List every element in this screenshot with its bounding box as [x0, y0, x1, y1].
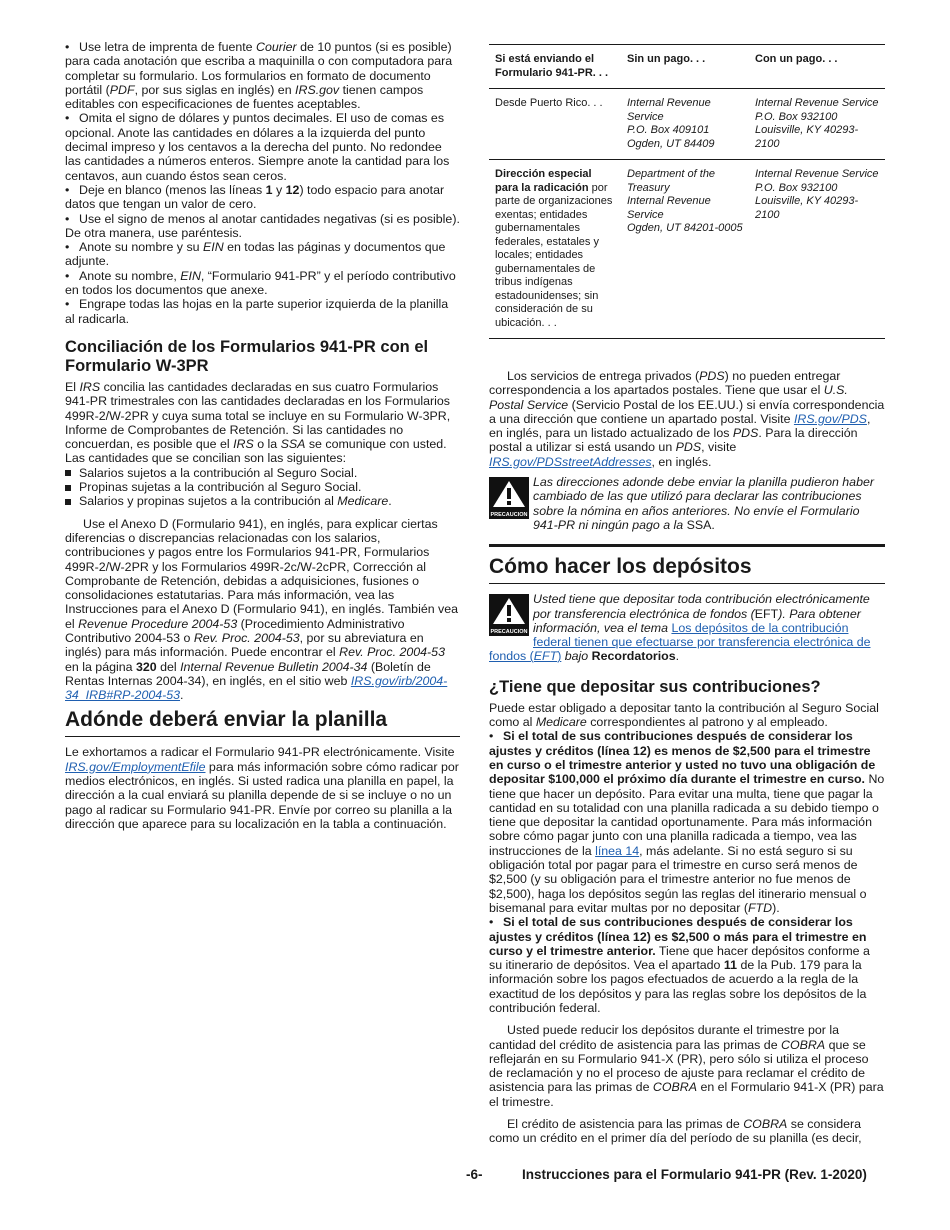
square-item: Salarios y propinas sujetos a la contribución al Medicare.: [65, 494, 460, 508]
mailing-address-table: [489, 44, 885, 339]
deposits-heading: Cómo hacer los depósitos: [489, 544, 885, 584]
caution-icon: [489, 594, 529, 636]
svg-text:PRECAUCION: PRECAUCION: [490, 629, 528, 636]
caution-text: Las direcciones adonde debe enviar la planilla pudieron haber cambiado de las que utilizó para declarar las contribuciones sobre la nómina en años anteriores. No envíe el Formulario 941-PR ni ningún pago a la SSA.: [533, 475, 874, 532]
square-bullet-icon: [65, 470, 71, 476]
link[interactable]: Los depósitos de la contribución federal tienen que efectuarse por transferencia electrónica de fondos (: [489, 620, 871, 664]
link[interactable]: IRS.gov/PDSstreetAddresses: [489, 454, 652, 469]
bullet-item: • Use el signo de menos al anotar cantidades negativas (si es posible). De otra manera, use paréntesis.: [65, 212, 460, 241]
must-deposit-heading: ¿Tiene que depositar sus contribuciones?: [489, 677, 821, 696]
link[interactable]: IRS.gov/PDS: [793, 411, 867, 426]
table-row: [489, 89, 885, 160]
bullet-item: • Si el total de sus contribuciones después de considerar los ajustes y créditos (línea 12) es $2,500 o más para el trimestre en curso y el trimestre anterior. Tiene que hacer depósitos conforme a su itinerario de depósitos. Vea el apartado 11 de la Pub. 179 para la información sobre los pagos efectuados de acuerdo a la regla de la exactitud de los depósitos y para las reglas sobre los depósitos de la contribución federal.: [489, 915, 885, 1015]
cobra-text: El crédito de asistencia para las primas de COBRA se considera como un crédito en el primer día del período de su planilla (es decir,: [489, 1117, 862, 1146]
bullet-item: • Si el total de sus contribuciones después de considerar los ajustes y créditos (línea 12) es menos de $2,500 para el trimestre en curso o el trimestre anterior y usted no tuvo una obligación de depositar $100,000 el próximo día durante el trimestre en curso. No tiene que hacer un depósito. Para evitar una multa, tiene que pagar la cantidad en su totalidad con una planilla radicada a su debido tiempo o tiene que depositar la cantidad oportunamente. Para más información sobre cómo pagar junto con una planilla radicada a tiempo, vea las instrucciones de la línea 14, más adelante. Si no está seguro si su obligación total por pagar para el trimestre en curso será menos de $2,500 (y su obligación para el trimestre anterior no fue menos de $2,500), haga los depósitos según las reglas del itinerario mensual o bisemanal para evitar multas por no depositar (FTD).: [489, 729, 885, 915]
send-heading: Adónde deberá enviar la planilla: [65, 708, 460, 737]
square-item: Propinas sujetas a la contribución al Seguro Social.: [65, 480, 460, 494]
conciliation-text: El IRS concilia las cantidades declaradas en sus cuatro Formularios 941-PR trimestrales con las cantidades declaradas en los Formularios 499R-2/W-2PR y cuya suma total se incluye en su Formulario W-3PR, Informe de Comprobantes de Retención. Si las cantidades no concuerdan, es posible que el IRS o la SSA se comunique con usted. Las cantidades que se concilian son las siguientes:: [65, 379, 451, 466]
conciliation-heading: Conciliación de los Formularios 941-PR con el Formulario W-3PR: [65, 337, 429, 375]
link[interactable]: línea 14: [595, 843, 640, 858]
table-cell: Dirección especial para la radicación por parte de organizaciones exentas; entidades gubernamentales federales, estatales y locales; entidades gubernamentales de tribus indígenas estadounidenses; sin consideración de su ubicación. . .: [489, 160, 621, 339]
table-cell: Internal Revenue Service P.O. Box 932100 Louisville, KY 40293-2100: [749, 160, 885, 339]
table-header: Sin un pago. . .: [621, 45, 749, 89]
link[interactable]: IRS.gov/EmploymentEfile: [65, 759, 206, 774]
cobra-text: Usted puede reducir los depósitos durante el trimestre por la cantidad del crédito de asistencia para las primas de COBRA que se reflejarán en su Formulario 941-X (PR), pero sólo si utiliza el proceso de reclamación y no el proceso de ajuste para reclamar el crédito de asistencia para las primas de COBRA en el Formulario 941-X (PR) para el trimestre.: [489, 1023, 884, 1109]
table-header-row: [489, 45, 885, 89]
caution-icon: [489, 477, 529, 519]
must-deposit-intro: Puede estar obligado a depositar tanto la contribución al Seguro Social como al Medicare correspondientes al patrono y al empleado.: [489, 700, 879, 730]
table-cell: Internal Revenue Service P.O. Box 409101 Ogden, UT 84409: [621, 89, 749, 160]
send-text: Le exhortamos a radicar el Formulario 941-PR electrónicamente. Visite IRS.gov/EmploymentEfile para más información sobre cómo radicar por medios electrónicos, en inglés. Si usted radica una planilla en papel, la dirección a la cual enviará su planilla depende de si se incluye o no un pago al radicar su Formulario 941-PR. Envíe por correo su planilla a la dirección que aparece para su localización en la tabla a continuación.: [65, 745, 459, 831]
table-header: Si está enviando el Formulario 941-PR. . .: [489, 45, 621, 89]
table-cell: Internal Revenue Service P.O. Box 932100 Louisville, KY 40293-2100: [749, 89, 885, 160]
anexo-text: Use el Anexo D (Formulario 941), en inglés, para explicar ciertas diferencias o discrepancias relacionadas con los salarios, contribuciones y pagos entre los Formularios 941-PR, Formularios 499R-2/W-2PR y los Formularios 499R-2c/W-2cPR, Corrección al Comprobante de Retención, debidas a adquisiciones, fusiones o consolidaciones estatutarias. Para más información, vea las Instrucciones para el Anexo D (Formulario 941), en inglés. También vea el Revenue Procedure 2004-53 (Procedimiento Administrativo Contributivo 2004-53 o Rev. Proc. 2004-53, por su abreviatura en inglés) para más información. Puede encontrar el Rev. Proc. 2004-53 en la página 320 del Internal Revenue Bulletin 2004-34 (Boletín de Rentas Internas 2004-34), en inglés, en el sitio web IRS.gov/irb/2004-34_IRB#RP-2004-53.: [65, 516, 459, 703]
page-number: -6-: [466, 1167, 483, 1182]
pds-text: Los servicios de entrega privados (PDS) no pueden entregar correspondencia a los apartados postales. Tiene que usar el U.S. Postal Service (Servicio Postal de los EE.UU.) si envía correspondencia a una dirección que contiene un apartado postal. Visite IRS.gov/PDS, en inglés, para un listado actualizado de los PDS. Para la dirección postal a utilizar si está usando un PDS, visite IRS.gov/PDSstreetAddresses, en inglés.: [489, 369, 885, 469]
bullet-item: • Deje en blanco (menos las líneas 1 y 12) todo espacio para anotar datos que tengan un valor de cero.: [65, 183, 460, 212]
bullet-item: • Omita el signo de dólares y puntos decimales. El uso de comas es opcional. Anote las cantidades en dólares a la izquierda del punto decimal impreso y los centavos a la derecha del punto. No redondee las cantidades a números enteros. Siempre anote la cantidad para los centavos, aun cuando éstos sean ceros.: [65, 111, 460, 182]
caution-text: Usted tiene que depositar toda contribución electrónicamente por transferencia electrónica de fondos (EFT). Para obtener información, vea el tema Los depósitos de la contribución federal tienen que efectuarse por transferencia electrónica de fondos (EFT) bajo Recordatorios.: [489, 592, 871, 664]
caution-block: [489, 592, 885, 663]
table-cell: Desde Puerto Rico. . .: [489, 89, 621, 160]
link[interactable]: ): [557, 649, 562, 664]
bullet-item: • Engrape todas las hojas en la parte superior izquierda de la planilla al radicarla.: [65, 297, 460, 326]
square-bullet-icon: [65, 499, 71, 505]
caution-block: [489, 475, 885, 532]
left-column: [65, 40, 460, 831]
bullet-item: • Anote su nombre y su EIN en todas las páginas y documentos que adjunte.: [65, 240, 460, 269]
link[interactable]: IRS.gov/irb/2004-34_IRB#RP-2004-53: [65, 673, 448, 703]
table-row: [489, 160, 885, 339]
bullet-item: • Use letra de imprenta de fuente Courier de 10 puntos (si es posible) para cada anotación que escriba a maquinilla o con computadora para completar su formulario. Los formularios en formato de documento portátil (PDF, por sus siglas en inglés) en IRS.gov tienen campos editables con especificaciones de fuentes aceptables.: [65, 40, 460, 111]
square-item: Salarios sujetos a la contribución al Seguro Social.: [65, 466, 460, 480]
footer-title: Instrucciones para el Formulario 941-PR (Rev. 1-2020): [522, 1167, 867, 1182]
formatting-bullets: [65, 40, 460, 326]
conciliation-list: [65, 466, 460, 509]
table-header: Con un pago. . .: [749, 45, 885, 89]
table-cell: Department of the Treasury Internal Revenue Service Ogden, UT 84201-0005: [621, 160, 749, 339]
link[interactable]: EFT: [533, 649, 558, 664]
svg-text:PRECAUCION: PRECAUCION: [490, 512, 528, 519]
square-bullet-icon: [65, 485, 71, 491]
right-column: [489, 44, 885, 1146]
bullet-item: • Anote su nombre, EIN, “Formulario 941-PR” y el período contributivo en todos los documentos que anexe.: [65, 269, 460, 298]
